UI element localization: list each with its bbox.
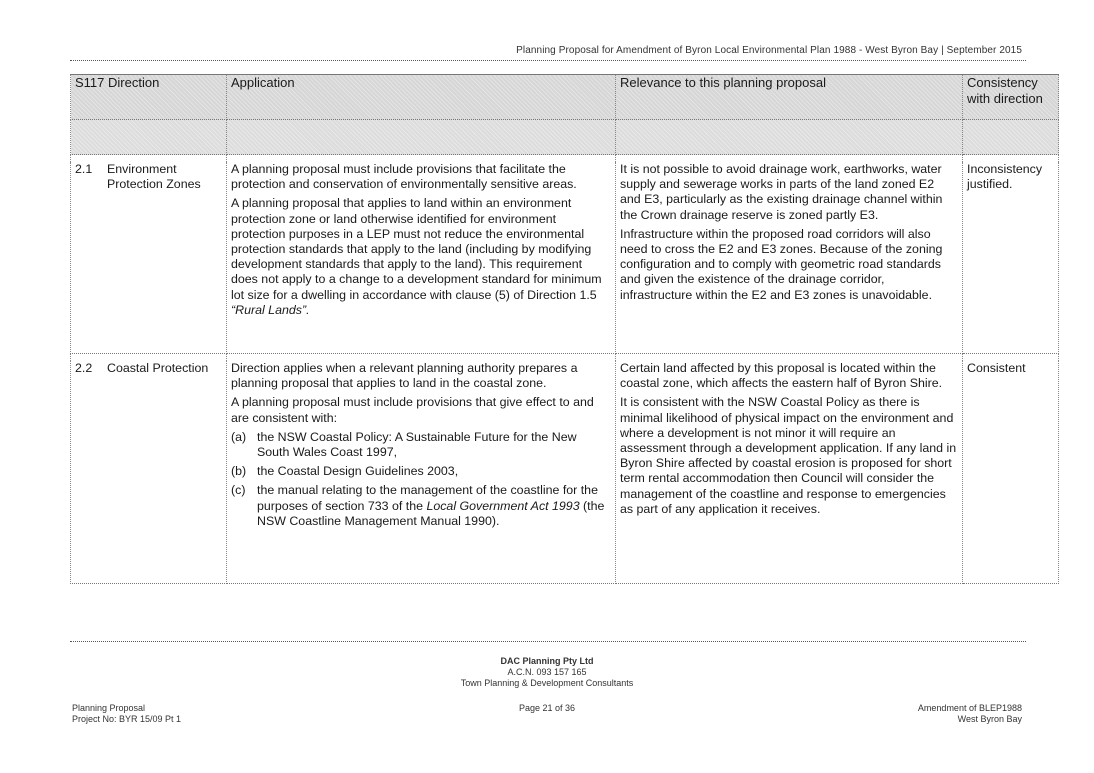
application-cell — [227, 162, 616, 354]
list-item-text-start: the manual relating to the management of the coastline for the purposes of section 733 of the — [257, 483, 598, 513]
footer-amendment: Amendment of BLEP1988 — [917, 703, 1022, 713]
application-cell — [227, 361, 616, 584]
list-item-text: the Coastal Design Guidelines 2003, — [257, 464, 459, 479]
direction-title: Environment Protection Zones — [107, 162, 201, 192]
direction-title: Coastal Protection — [107, 361, 209, 375]
act-reference: Local Government Act 1993 — [426, 498, 580, 513]
application-paragraph: Direction applies when a relevant planning authority prepares a planning proposal that applies to land in the coastal zone. — [231, 361, 578, 391]
application-paragraph — [231, 303, 611, 318]
s117-directions-table — [70, 74, 1059, 584]
direction-cell — [71, 361, 227, 584]
application-paragraph: A planning proposal must include provisions that give effect to and are consistent with: — [231, 395, 594, 425]
footer-rule — [70, 641, 1026, 642]
footer-location: West Byron Bay — [957, 714, 1022, 724]
column-header: Application — [227, 75, 616, 120]
list-item-text — [257, 483, 611, 529]
column-header: Relevance to this planning proposal — [616, 75, 963, 120]
direction-cell — [71, 162, 227, 354]
footer-acn: A.C.N. 093 157 165 — [507, 667, 587, 677]
table-gap-row — [71, 155, 1059, 163]
table-shaded-spacer-row — [71, 120, 1059, 155]
list-item — [231, 430, 611, 460]
table-row — [71, 162, 1059, 354]
footer-project-number: Project No: BYR 15/09 Pt 1 — [72, 714, 182, 724]
column-header: Consistency with direction — [963, 75, 1059, 120]
list-item-label: (b) — [231, 464, 247, 479]
relevance-paragraph: It is consistent with the NSW Coastal Policy as there is minimal likelihood of physical impact on the environment and where a development is not minor it will require an assessment through a development application. If any land in Byron Shire affected by coastal erosion is proposed for short term rental accommodation then Council will consider the management of the coastline and response to emergencies as part of any application it receives. — [620, 395, 957, 516]
footer-document-type: Planning Proposal — [72, 703, 146, 713]
table-row — [71, 361, 1059, 584]
application-paragraph: A planning proposal that applies to land within an environment protection zone or land otherwise identified for environment protection purposes in a LEP must not reduce the environmental protection standards that apply to the land (including by modifying development standards that apply to the land). This requirement does not apply to a change to a development standard for minimum lot size for a dwelling in accordance with clause (5) of Direction 1.5 — [231, 196, 602, 302]
column-header: S117 Direction — [71, 75, 227, 120]
list-item-text-end: (the NSW Coastline Management Manual 1990). — [257, 498, 605, 528]
footer-tagline: Town Planning & Development Consultants — [460, 678, 634, 688]
direction-number: 2.1 — [75, 162, 93, 176]
list-item — [231, 483, 611, 529]
list-item-label: (c) — [231, 483, 246, 498]
footer-company-block — [0, 656, 1094, 689]
direction-number: 2.2 — [75, 361, 93, 375]
footer-right-block — [918, 703, 1022, 725]
header-rule — [70, 60, 1026, 61]
footer-page-number: Page 21 of 36 — [518, 703, 576, 713]
consistency-cell: Inconsistency justified. — [963, 162, 1059, 354]
relevance-cell — [616, 162, 963, 354]
list-item — [231, 464, 611, 479]
application-paragraph: A planning proposal must include provisions that facilitate the protection and conservation of environmentally sensitive areas. — [231, 162, 577, 192]
footer-company-name: DAC Planning Pty Ltd — [500, 656, 594, 666]
list-item-label: (a) — [231, 429, 247, 444]
relevance-paragraph: Infrastructure within the proposed road corridors will also need to cross the E2 and E3 zones. Because of the zoning configuration and to comply with geometric road standards and given the existence of the drainage corridor, infrastructure within the E2 and E3 zones is unavoidable. — [620, 226, 943, 302]
relevance-cell — [616, 361, 963, 584]
table-gap-row — [71, 354, 1059, 362]
table-header-row — [71, 75, 1059, 120]
list-item-text: the NSW Coastal Policy: A Sustainable Future for the New South Wales Coast 1997, — [257, 429, 577, 460]
rural-lands-reference: “Rural Lands”. — [231, 302, 310, 317]
running-header: Planning Proposal for Amendment of Byron Local Environmental Plan 1988 - West Byron Bay | September 2015 — [516, 45, 1022, 56]
consistency-cell: Consistent — [963, 361, 1059, 584]
relevance-paragraph: Certain land affected by this proposal is located within the coastal zone, which affects the eastern half of Byron Shire. — [620, 361, 943, 391]
relevance-paragraph: It is not possible to avoid drainage work, earthworks, water supply and sewerage works in parts of the land zoned E2 and E3, particularly as the existing drainage channel within the Crown drainage reserve is zoned partly E3. — [620, 162, 943, 222]
